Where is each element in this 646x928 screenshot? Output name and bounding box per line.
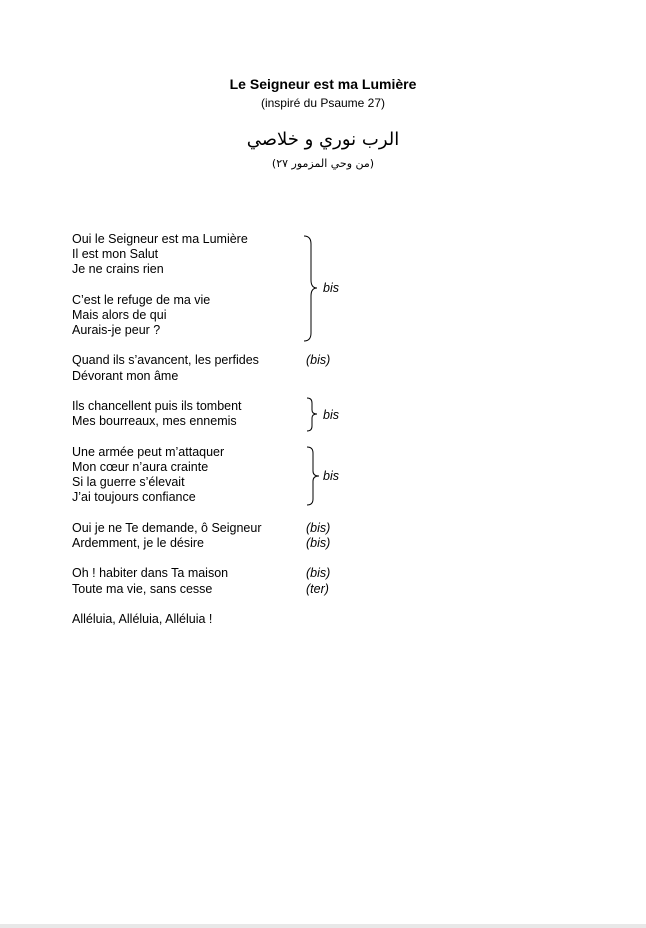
lyric-line: Aurais-je peur ?: [72, 323, 161, 337]
lyric-line: C’est le refuge de ma vie: [72, 293, 211, 307]
repeat-mark: (bis): [306, 521, 331, 535]
lyric-line: Oui je ne Te demande, ô Seigneur: [72, 521, 262, 535]
lyric-line: Quand ils s’avancent, les perfides: [72, 353, 259, 367]
repeat-mark: (bis): [306, 353, 331, 367]
lyric-line: Oui le Seigneur est ma Lumière: [72, 232, 248, 246]
lyric-line: Toute ma vie, sans cesse: [72, 582, 213, 596]
lyric-line: Ils chancellent puis ils tombent: [72, 399, 242, 413]
repeat-label: bis: [323, 281, 339, 295]
lyric-line: Il est mon Salut: [72, 247, 159, 261]
repeat-mark: (bis): [306, 536, 331, 550]
arabic-subtitle: (من وحي المزمور ٢٧): [271, 157, 375, 170]
lyric-line: Une armée peut m’attaquer: [72, 445, 225, 459]
repeat-mark: (bis): [306, 566, 331, 580]
lyric-line: Oh ! habiter dans Ta maison: [72, 566, 229, 580]
lyric-line: J’ai toujours confiance: [72, 490, 196, 504]
song-title: Le Seigneur est ma Lumière: [229, 76, 417, 92]
song-subtitle: (inspiré du Psaume 27): [260, 96, 386, 110]
repeat-brace: [307, 447, 321, 505]
lyric-line: Si la guerre s’élevait: [72, 475, 185, 489]
repeat-label: bis: [323, 469, 339, 483]
lyric-line: Mais alors de qui: [72, 308, 167, 322]
lyric-line: Je ne crains rien: [72, 262, 164, 276]
lyric-line: Alléluia, Alléluia, Alléluia !: [72, 612, 213, 626]
arabic-title: الرب نوري و خلاصي: [246, 129, 400, 150]
lyric-line: Mes bourreaux, mes ennemis: [72, 414, 237, 428]
page-bottom-edge: [0, 924, 646, 928]
repeat-brace: [304, 236, 320, 341]
repeat-brace: [307, 398, 319, 431]
lyric-line: Ardemment, je le désire: [72, 536, 205, 550]
lyric-line: Dévorant mon âme: [72, 369, 179, 383]
repeat-mark: (ter): [306, 582, 329, 596]
lyric-line: Mon cœur n’aura crainte: [72, 460, 209, 474]
repeat-label: bis: [323, 408, 339, 422]
